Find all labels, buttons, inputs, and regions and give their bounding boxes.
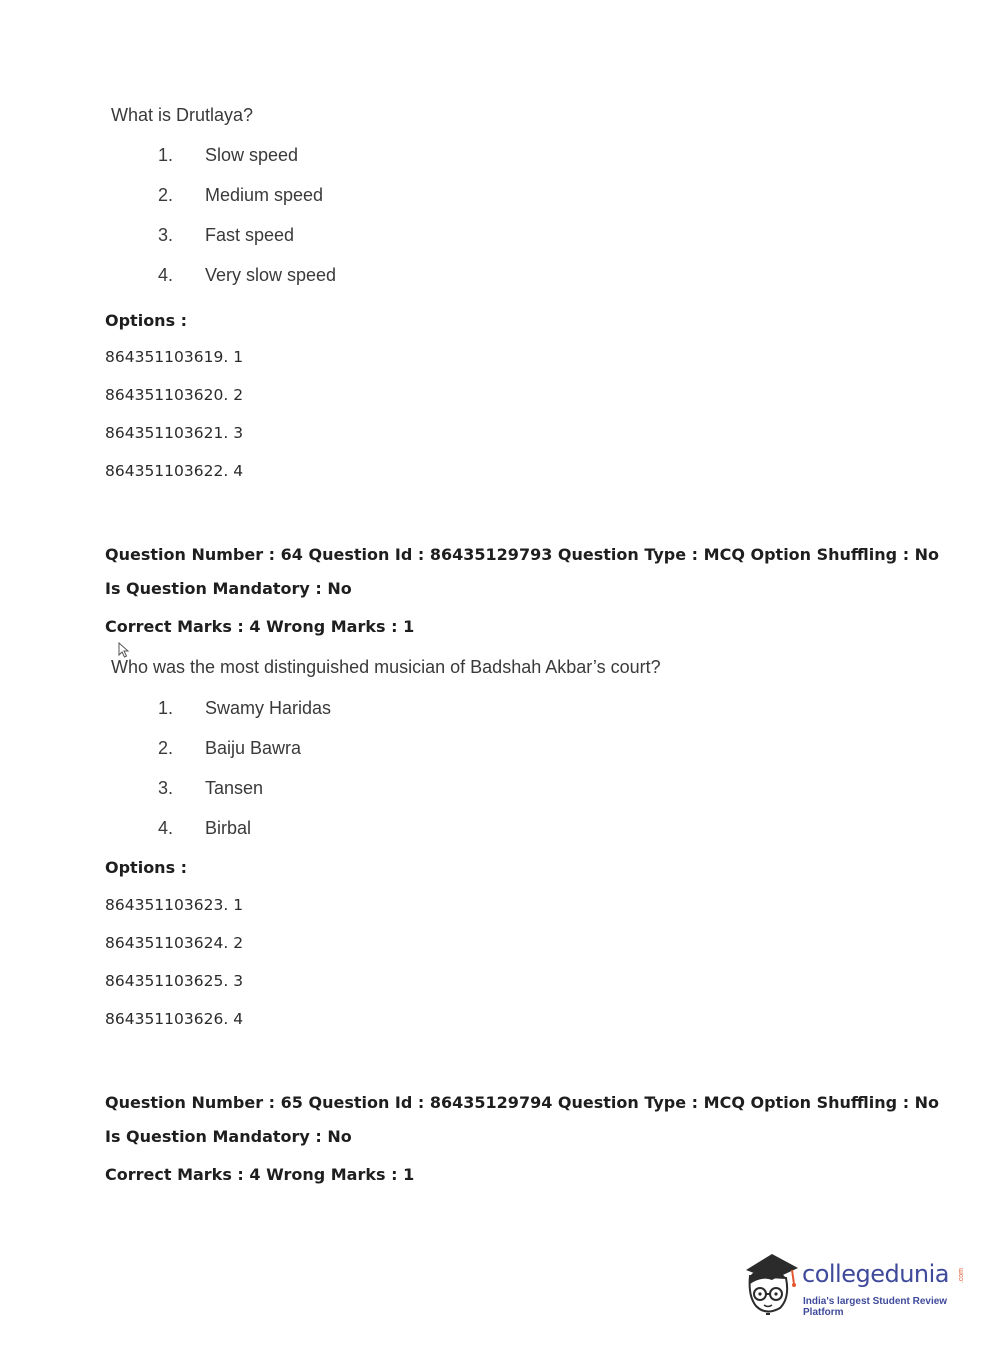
question-marks: Correct Marks : 4 Wrong Marks : 1	[105, 617, 415, 636]
logo-domain-suffix: .com	[958, 1268, 965, 1284]
options-label: Options :	[105, 311, 188, 330]
option-line: 864351103620. 2	[105, 386, 244, 404]
question-mandatory: Is Question Mandatory : No	[105, 579, 352, 598]
collegedunia-logo	[742, 1250, 972, 1320]
question-header: Question Number : 65 Question Id : 86435129794 Question Type : MCQ Option Shuffling : No	[105, 1093, 940, 1112]
choice-number: 3.	[158, 225, 174, 245]
choice-text: Medium speed	[205, 185, 324, 205]
option-line: 864351103623. 1	[105, 896, 244, 914]
options-label: Options :	[105, 858, 188, 877]
choice-text: Baiju Bawra	[205, 738, 302, 758]
mascot-icon	[742, 1250, 802, 1320]
choice-number: 3.	[158, 778, 174, 798]
question-mandatory: Is Question Mandatory : No	[105, 1127, 352, 1146]
option-line: 864351103621. 3	[105, 424, 244, 442]
logo-tagline: India's largest Student Review Platform	[803, 1296, 948, 1318]
choice-number: 4.	[158, 265, 174, 285]
choice-text: Swamy Haridas	[205, 698, 332, 718]
question-text: Who was the most distinguished musician of Badshah Akbar’s court?	[111, 657, 661, 677]
choice-text: Fast speed	[205, 225, 295, 245]
choice-number: 4.	[158, 818, 174, 838]
choice-number: 2.	[158, 185, 174, 205]
option-line: 864351103626. 4	[105, 1010, 244, 1028]
logo-wordmark: collegedunia	[802, 1260, 950, 1288]
choice-number: 1.	[158, 145, 174, 165]
choice-text: Slow speed	[205, 145, 299, 165]
question-header: Question Number : 64 Question Id : 86435129793 Question Type : MCQ Option Shuffling : No	[105, 545, 940, 564]
choice-text: Very slow speed	[205, 265, 337, 285]
question-marks: Correct Marks : 4 Wrong Marks : 1	[105, 1165, 415, 1184]
choice-number: 1.	[158, 698, 174, 718]
option-line: 864351103622. 4	[105, 462, 244, 480]
choice-number: 2.	[158, 738, 174, 758]
choice-text: Tansen	[205, 778, 264, 798]
option-line: 864351103624. 2	[105, 934, 244, 952]
option-line: 864351103619. 1	[105, 348, 244, 366]
option-line: 864351103625. 3	[105, 972, 244, 990]
question-text: What is Drutlaya?	[111, 105, 254, 125]
choice-text: Birbal	[205, 818, 252, 838]
